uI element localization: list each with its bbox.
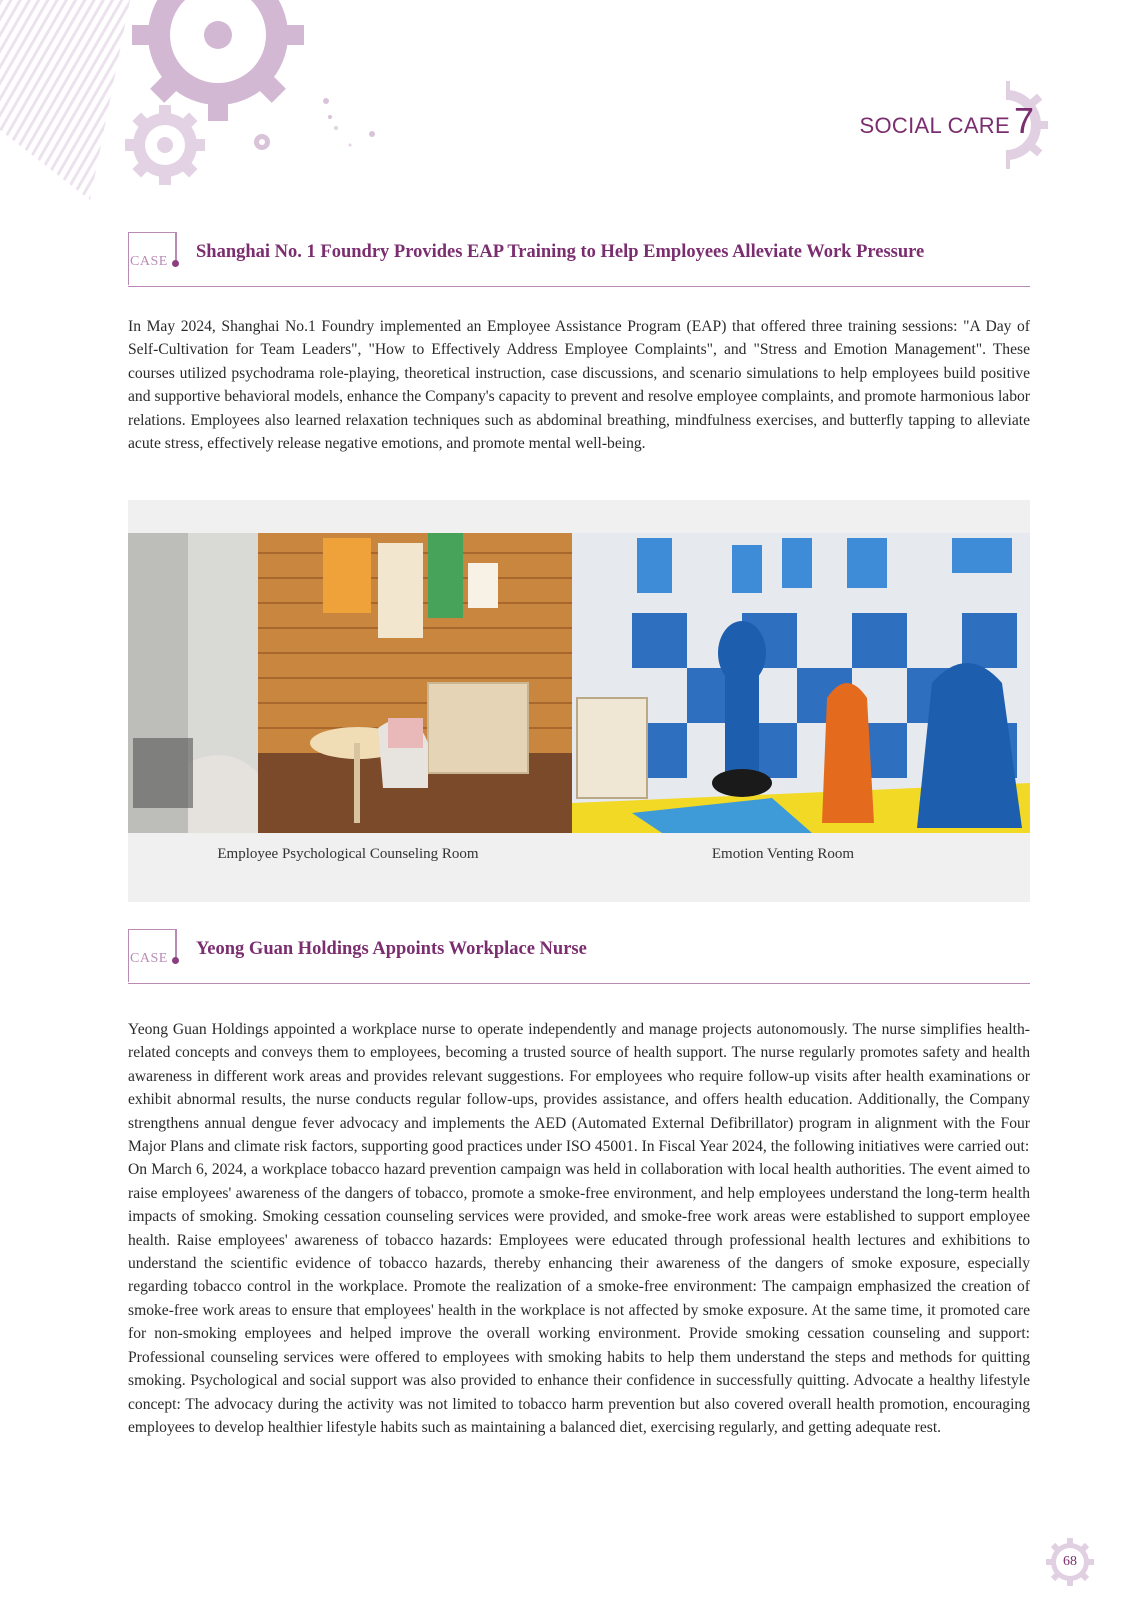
page-number-badge <box>1046 1538 1094 1586</box>
case-body: In May 2024, Shanghai No.1 Foundry implemented an Employee Assistance Program (EAP) that offered three training sessions: "A Day of Self-Cultivation for Team Leaders", "How to Effectively Address Employee Complaints", and "Stress and Emotion Management". These courses utilized psychodrama role-playing, theoretical instruction, case discussions, and scenario simulations to help employees build positive and supportive behavioral models, enhance the Company's capacity to prevent and resolve employee complaints, and promote harmonious labor relations. Employees also learned relaxation techniques such as abdominal breathing, mindfulness exercises, and butterfly tapping to alleviate acute stress, effectively release negative emotions, and promote mental well-being. <box>128 318 1030 453</box>
case-block-1 <box>128 232 1030 455</box>
section-header <box>860 100 1034 142</box>
case-block-2 <box>128 929 1030 1439</box>
case-body-intro: Yeong Guan Holdings appointed a workplace nurse to operate independently and manage projects autonomously. The nurse simplifies health-related concepts and conveys them to employees, becoming a trusted source of health support. The nurse regularly promotes safety and health awareness in different work areas and provides relevant suggestions. For employees who require follow-up visits after health examinations or exhibit abnormal results, the nurse conducts regular follow-ups, provides assistance, and offers health education. Additionally, the Company strengthens annual dengue fever advocacy and implements the AED (Automated External Defibrillator) program in alignment with the Four Major Plans and climate risk factors, supporting good practices under ISO 45001. In Fiscal Year 2024, the following initiatives were carried out: <box>128 1021 1030 1156</box>
case-dot-icon <box>172 957 179 964</box>
case-heading <box>128 232 1030 287</box>
case-title: Shanghai No. 1 Foundry Provides EAP Training to Help Employees Alleviate Work Pressure <box>196 242 925 262</box>
case-label: CASE <box>130 254 168 269</box>
counseling-room-photo <box>128 533 572 833</box>
case-title: Yeong Guan Holdings Appoints Workplace Nurse <box>196 939 587 959</box>
photo-panel <box>128 500 1030 902</box>
photo-caption-right: Emotion Venting Room <box>711 846 855 862</box>
decorative-gears <box>0 0 420 210</box>
case-dot-icon <box>172 260 179 267</box>
case-heading <box>128 929 1030 984</box>
venting-room-photo <box>572 533 1030 833</box>
section-number: 7 <box>1013 100 1034 141</box>
case-body-campaign: On March 6, 2024, a workplace tobacco hazard prevention campaign was held in collaboration with local health authorities. The event aimed to raise employees' awareness of the dangers of tobacco, promote a smoke-free environment, and help employees understand the long-term health impacts of smoking. Smoking cessation counseling services were provided, and smoke-free work areas were established to support employee health. Raise employees' awareness of tobacco hazards: Employees were educated through professional health lectures and exhibitions to understand the scientific evidence of tobacco hazards, thereby enhancing their awareness of the dangers of smoke exposure, especially regarding tobacco control in the workplace. Promote the realization of a smoke-free environment: The campaign emphasized the creation of smoke-free work areas to ensure that employees' health in the workplace is not affected by smoke exposure. At the same time, it promoted care for non-smoking employees and helped improve the overall working environment. Provide smoking cessation counseling and support: Professional counseling services were offered to employees with smoking habits to help them understand the steps and methods for quitting smoking. Psychological and social support was also provided to enhance their confidence in successfully quitting. Advocate a healthy lifestyle concept: The advocacy during the activity was not limited to tobacco harm prevention but also covered overall health promotion, encouraging employees to develop healthier lifestyle habits such as maintaining a balanced diet, exercising regularly, and getting adequate rest. <box>128 1161 1030 1436</box>
page-number: 68 <box>1063 1554 1077 1569</box>
section-title: SOCIAL CARE <box>859 113 1010 138</box>
case-label: CASE <box>130 951 168 966</box>
photo-caption-left: Employee Psychological Counseling Room <box>217 846 479 862</box>
